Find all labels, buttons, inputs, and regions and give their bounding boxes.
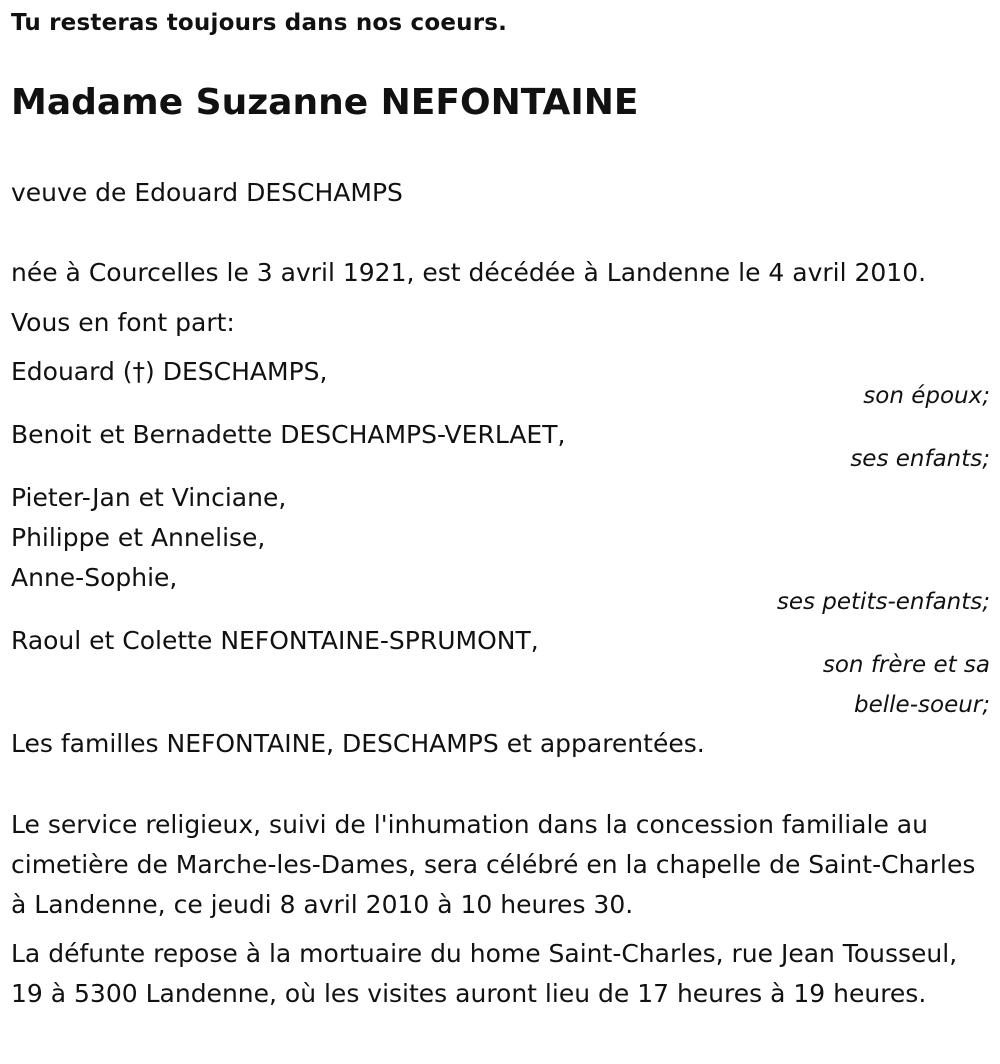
- birth-death: née à Courcelles le 3 avril 1921, est décédée à Landenne le 4 avril 2010.: [11, 258, 927, 287]
- family-relation: son frère et sa: [822, 652, 990, 678]
- family-name: Edouard (†) DESCHAMPS,: [11, 357, 328, 386]
- family-name: Pieter-Jan et Vinciane,: [11, 483, 287, 512]
- family-relation: ses enfants;: [850, 446, 990, 472]
- family-relation: belle-soeur;: [854, 692, 990, 718]
- widow-of: veuve de Edouard DESCHAMPS: [11, 178, 403, 207]
- family-relation: ses petits-enfants;: [776, 589, 990, 615]
- deceased-name: Madame Suzanne NEFONTAINE: [11, 82, 639, 123]
- announce: Vous en font part:: [11, 308, 235, 337]
- tagline: Tu resteras toujours dans nos coeurs.: [11, 10, 508, 36]
- family-name: Benoit et Bernadette DESCHAMPS-VERLAET,: [11, 420, 566, 449]
- families-line: Les familles NEFONTAINE, DESCHAMPS et apparentées.: [11, 729, 705, 758]
- family-relation: son époux;: [863, 383, 990, 409]
- family-name: Philippe et Annelise,: [11, 523, 266, 552]
- family-name: Anne-Sophie,: [11, 563, 178, 592]
- visitation-paragraph: La défunte repose à la mortuaire du home Saint-Charles, rue Jean Tousseul, 19 à 5300 Landenne, où les visites auront lieu de 17 heures à 19 heures.: [11, 939, 958, 1008]
- service-paragraph: Le service religieux, suivi de l'inhumation dans la concession familiale au cimetière de Marche-les-Dames, sera célébré en la chapelle de Saint-Charles à Landenne, ce jeudi 8 avril 2010 à 10 heures 30.: [11, 810, 976, 919]
- family-name: Raoul et Colette NEFONTAINE-SPRUMONT,: [11, 626, 539, 655]
